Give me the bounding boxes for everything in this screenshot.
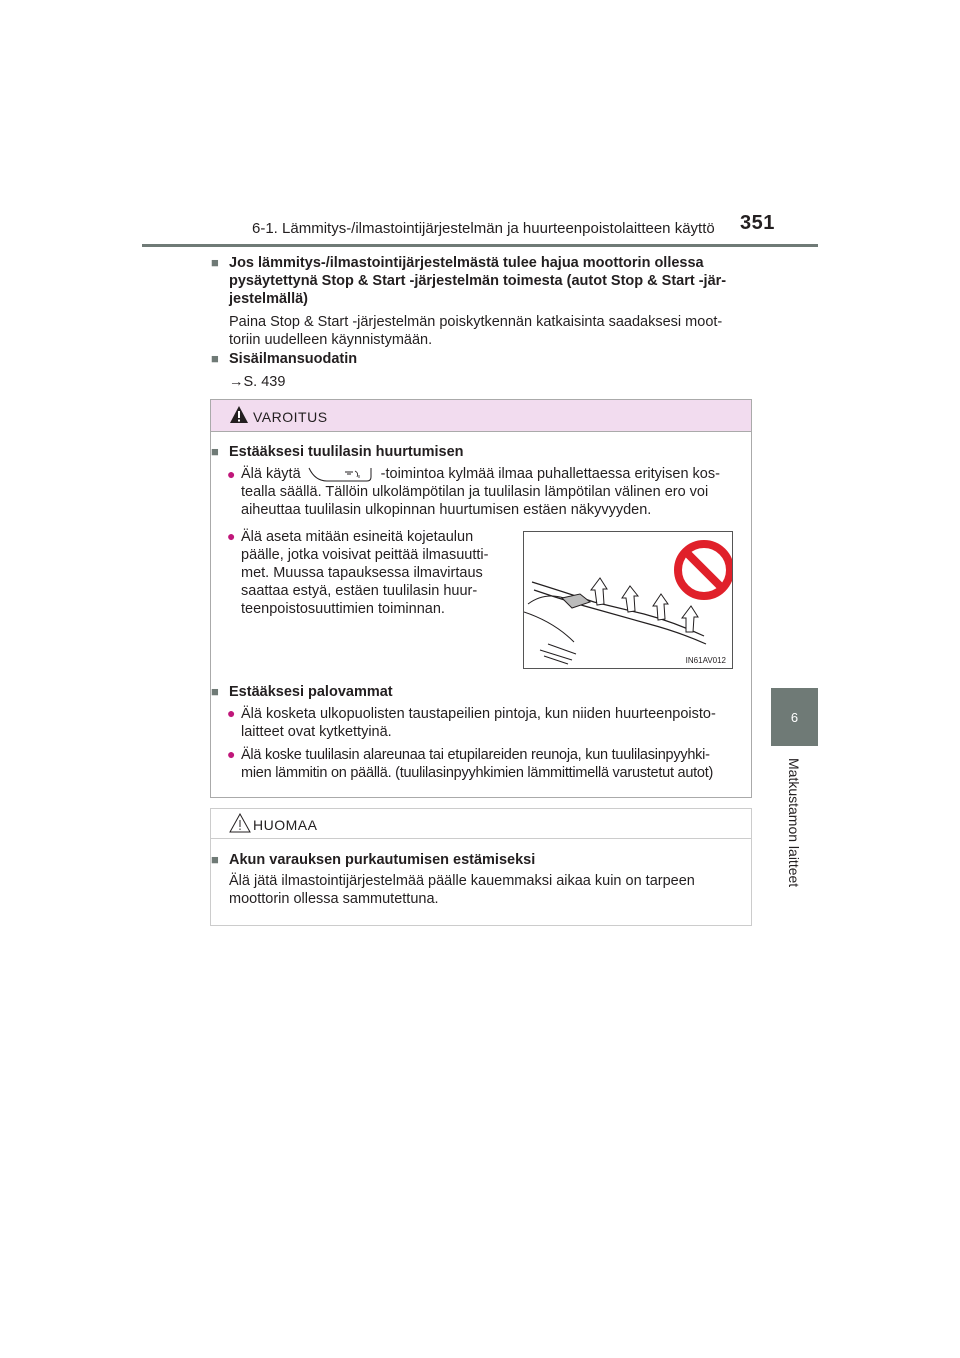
page-reference-link[interactable]: →S. 439 (229, 374, 286, 390)
section-heading-line: pysäytettynä Stop & Start -järjestelmän toimesta (autot Stop & Start -jär- (229, 273, 727, 289)
notice-content: ■ Akun varauksen purkautumisen estämiseksi Älä jätä ilmastointijärjestelmää päälle kauemmaksi aikaa kuin on tarpeen moottorin ollessa sammutettuna. (211, 852, 695, 907)
warning-item-dashboard: ● Älä aseta mitään esineitä kojetaulun päälle, jotka voisivat peittää ilmasuutti- met. Muussa tapauksessa ilmavirtaus saattaa estyä, estäen tuulilasin huur- teenpoistosuuttimien toiminnan. (227, 528, 489, 617)
bullet-dot-icon: ● (227, 528, 236, 544)
warning-item-wiper-heater: ● Älä koske tuulilasin alareunaa tai etupilareiden reunoja, kun tuulilasinpyyhki- mien lämmitin on päällä. (tuulilasinpyyhkimien lämmittimellä varustetut autot) (227, 746, 714, 781)
running-header: 6-1. Lämmitys-/ilmastointijärjestelmän ja huurteenpoistolaitteen käyttö (252, 220, 715, 237)
warning-group-heading: ■ Estääksesi palovammat (211, 684, 393, 700)
page-number: 351 (740, 212, 775, 234)
section-body-line: Paina Stop & Start -järjestelmän poiskytkennän katkaisinta saadaksesi moot- (229, 314, 723, 330)
warning-label: VAROITUS (253, 409, 328, 425)
square-bullet-icon: ■ (211, 444, 219, 459)
chapter-title: Matkustamon laitteet (786, 758, 802, 888)
notice-label: HUOMAA (253, 817, 318, 833)
notice-triangle-icon (229, 813, 251, 833)
warning-triangle-icon (229, 405, 249, 424)
header-rule (142, 244, 818, 247)
vent-blocked-drawing (524, 532, 732, 668)
bullet-dot-icon: ● (227, 746, 236, 762)
notice-header (211, 809, 751, 839)
bullet-dot-icon: ● (227, 466, 236, 482)
warning-header (211, 400, 751, 432)
bullet-dot-icon: ● (227, 705, 236, 721)
warning-group-heading: ■ Estääksesi tuulilasin huurtumisen (211, 444, 464, 460)
square-bullet-icon: ■ (211, 852, 219, 867)
section-body-line: toriin uudelleen käynnistymään. (229, 332, 433, 348)
square-bullet-icon: ■ (211, 684, 219, 699)
section-cabin-filter (211, 350, 752, 391)
square-bullet-icon: ■ (211, 351, 219, 366)
dashboard-vent-illustration (523, 531, 733, 669)
section-heading: ■ Sisäilmansuodatin (211, 351, 358, 367)
chapter-tab[interactable] (771, 688, 818, 746)
figure-code: IN61AV012 (685, 656, 726, 665)
warning-item-mirrors: ● Älä kosketa ulkopuolisten taustapeilien pintoja, kun niiden huurteenpoisto- laitteet ovat kytkettyinä. (227, 705, 716, 740)
section-heading-line: jestelmällä) (229, 291, 308, 307)
square-bullet-icon: ■ (211, 255, 219, 270)
chapter-number: 6 (790, 709, 799, 725)
windshield-defrost-button-icon (307, 466, 373, 482)
section-heading: ■ Jos lämmitys-/ilmastointijärjestelmästä tulee hajua moottorin ollessa (211, 255, 704, 271)
warning-item-defrost: ● Älä käytä -toimintoa kylmää ilmaa puhallettaessa erityisen kos- tealla säällä. Tällöin ulkolämpötilan ja tuulilasin lämpötilan välinen ero voi aiheuttaa tuulilasin ulkopinnan huurtumisen estäen näkyvyyden. (227, 466, 720, 518)
section-odor (211, 254, 752, 349)
